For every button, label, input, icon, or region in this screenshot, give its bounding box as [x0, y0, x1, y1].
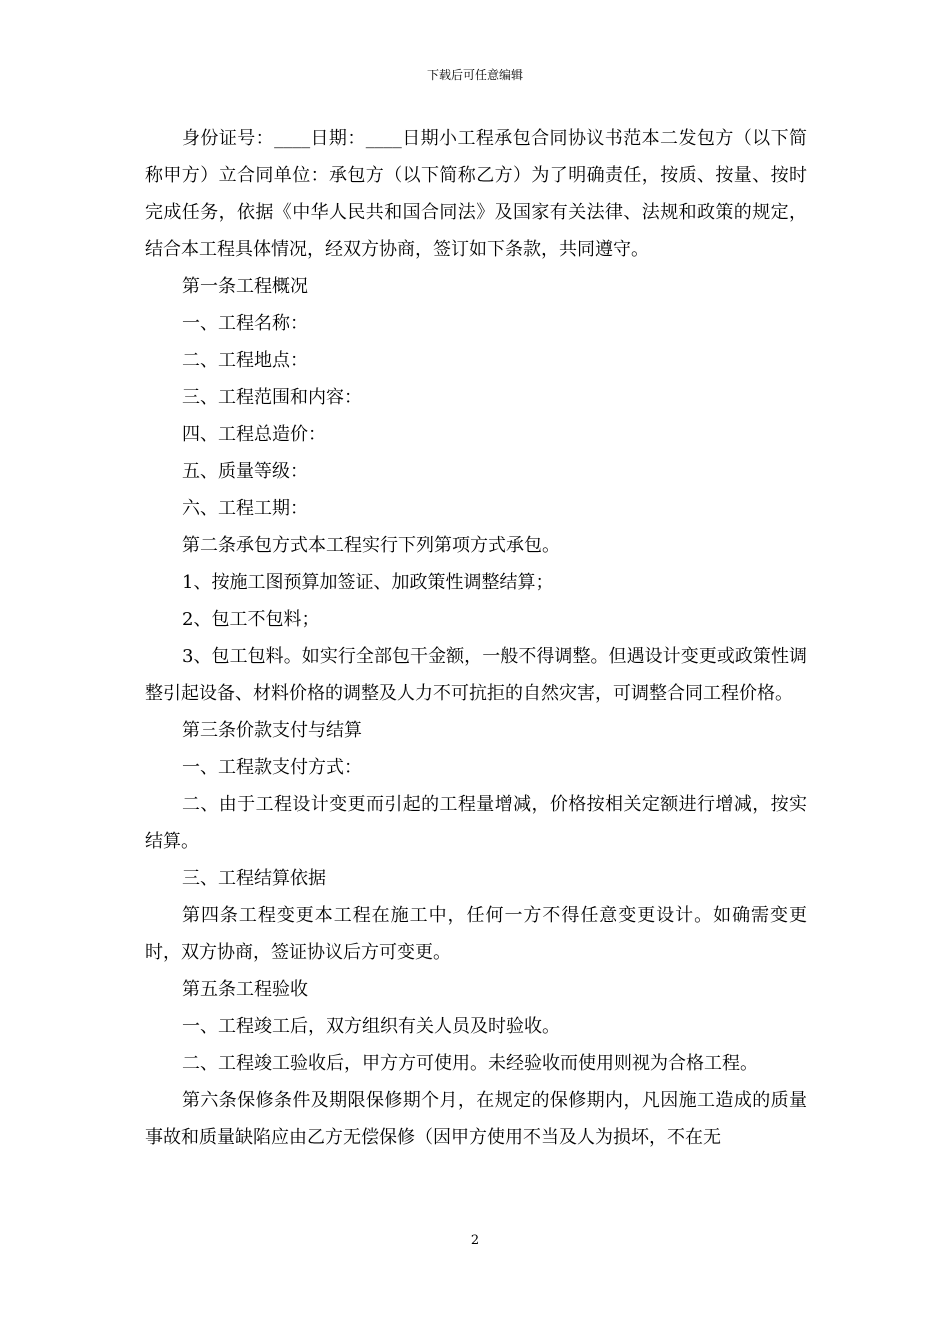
paragraph-article-5-heading: 第五条工程验收: [182, 979, 308, 1000]
paragraph-project-name: 一、工程名称：: [182, 313, 308, 334]
page-number: 2: [470, 1233, 480, 1248]
paragraph-acceptance-2: 二、工程竣工验收后，甲方方可使用。未经验收而使用则视为合格工程。: [182, 1053, 758, 1074]
document-body: [145, 120, 807, 1156]
paragraph-article-6: 第六条保修条件及期限保修期个月，在规定的保修期内，凡因施工造成的质量事故和质量缺陷应由乙方无偿保修（因甲方使用不当及人为损坏，不在无: [145, 1090, 807, 1148]
paragraph-design-change-settlement: 二、由于工程设计变更而引起的工程量增减，价格按相关定额进行增减，按实结算。: [145, 794, 807, 852]
paragraph-project-duration: 六、工程工期：: [182, 498, 308, 519]
paragraph-project-scope: 三、工程范围和内容：: [182, 387, 362, 408]
paragraph-article-2-heading: 第二条承包方式本工程实行下列第项方式承包。: [182, 535, 560, 556]
page-header: 下载后可任意编辑: [426, 68, 523, 82]
paragraph-project-cost: 四、工程总造价：: [182, 424, 326, 445]
paragraph-option-2: 2、包工不包料；: [182, 609, 320, 630]
paragraph-quality-grade: 五、质量等级：: [182, 461, 308, 482]
paragraph-acceptance-1: 一、工程竣工后，双方组织有关人员及时验收。: [182, 1016, 560, 1037]
paragraph-article-4: 第四条工程变更本工程在施工中，任何一方不得任意变更设计。如确需变更时，双方协商，签证协议后方可变更。: [145, 905, 807, 963]
paragraph-preamble: 身份证号：____日期：____日期小工程承包合同协议书范本二发包方（以下简称甲方）立合同单位：承包方（以下简称乙方）为了明确责任，按质、按量、按时完成任务，依据《中华人民共和国合同法》及国家有关法律、法规和政策的规定，结合本工程具体情况，经双方协商，签订如下条款，共同遵守。: [145, 128, 807, 260]
paragraph-settlement-basis: 三、工程结算依据: [182, 868, 326, 889]
paragraph-option-1: 1、按施工图预算加签证、加政策性调整结算；: [182, 572, 554, 593]
paragraph-project-location: 二、工程地点：: [182, 350, 308, 371]
paragraph-article-3-heading: 第三条价款支付与结算: [182, 720, 362, 741]
paragraph-payment-method: 一、工程款支付方式：: [182, 757, 362, 778]
paragraph-article-1-heading: 第一条工程概况: [182, 276, 308, 297]
paragraph-option-3: 3、包工包料。如实行全部包干金额，一般不得调整。但遇设计变更或政策性调整引起设备、材料价格的调整及人力不可抗拒的自然灾害，可调整合同工程价格。: [145, 646, 807, 704]
